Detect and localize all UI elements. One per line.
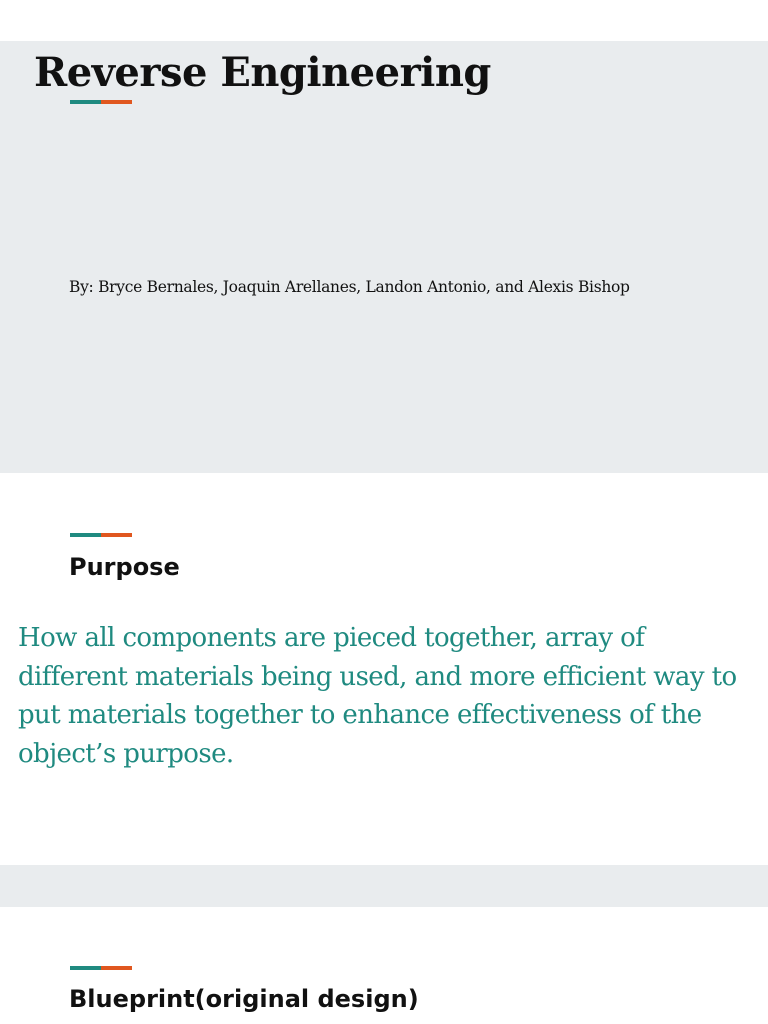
purpose-slide (0, 473, 768, 865)
title-accent-bar (70, 100, 132, 104)
purpose-body-text: How all components are pieced together, array of different materials being used, and more efficient way to put materials together to enhance effectiveness of the object’s purpose. (18, 623, 737, 769)
blueprint-heading: Blueprint(original design) (69, 985, 419, 1013)
blueprint-accent-bar (70, 966, 132, 970)
blueprint-slide (0, 907, 768, 1024)
slide-separator (0, 865, 768, 907)
title-slide (0, 41, 768, 473)
accent-teal-segment (70, 533, 101, 537)
accent-orange-segment (101, 100, 132, 104)
purpose-accent-bar (70, 533, 132, 537)
purpose-heading: Purpose (69, 553, 180, 581)
slide-title: Reverse Engineering (34, 49, 491, 96)
accent-orange-segment (101, 966, 132, 970)
accent-orange-segment (101, 533, 132, 537)
accent-teal-segment (70, 100, 101, 104)
authors-subtitle: By: Bryce Bernales, Joaquin Arellanes, Landon Antonio, and Alexis Bishop (69, 278, 630, 296)
accent-teal-segment (70, 966, 101, 970)
